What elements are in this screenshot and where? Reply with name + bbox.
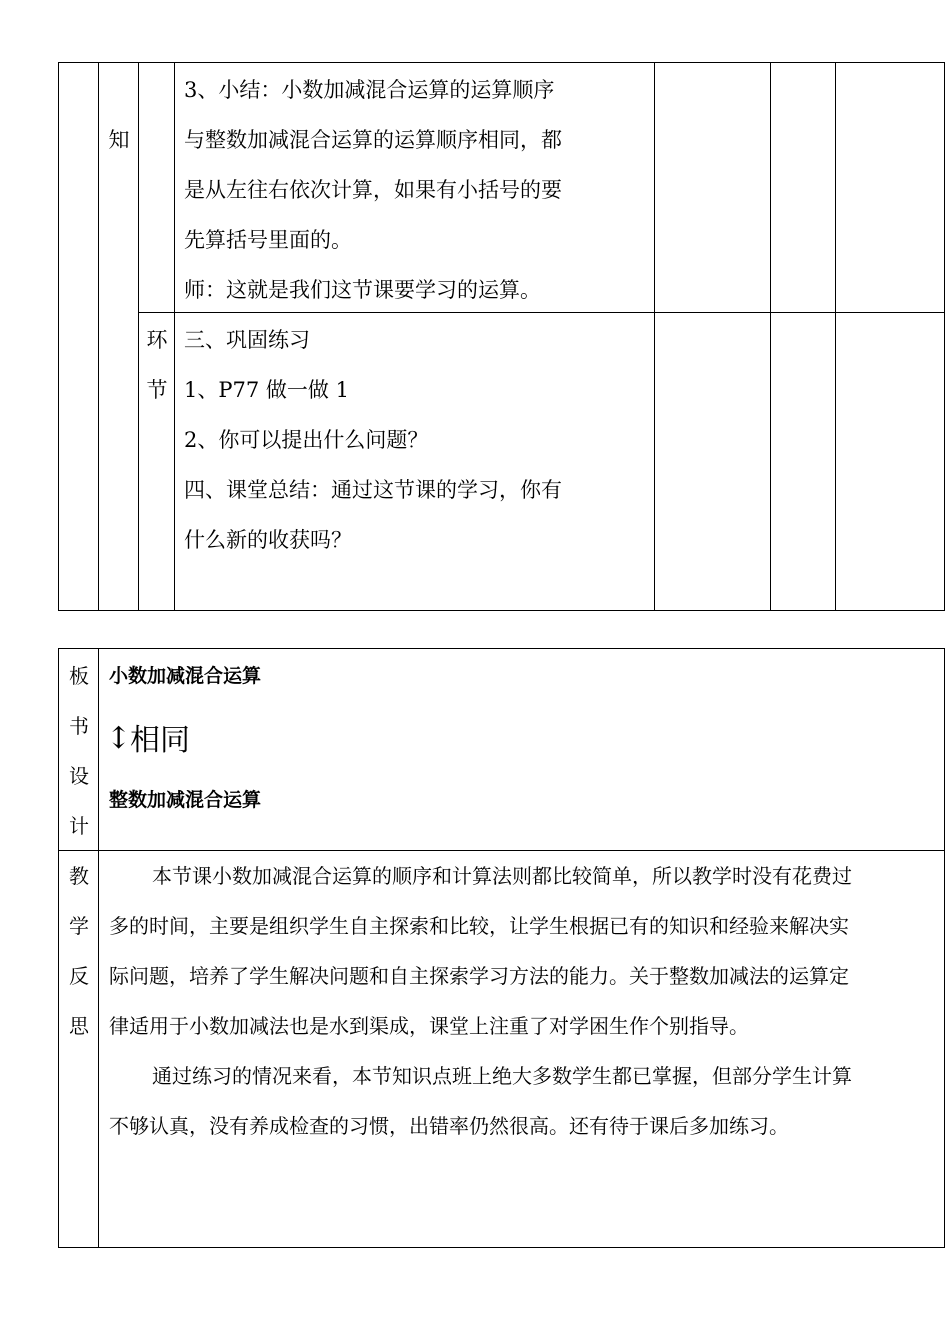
table1-col-line — [770, 62, 771, 611]
reflect-label-char: 学 — [69, 914, 89, 938]
table1-col-line — [654, 62, 655, 611]
table2-col-line — [98, 648, 99, 1248]
board-label-char: 书 — [69, 714, 89, 738]
table1-row2-line: 三、巩固练习 — [184, 328, 310, 352]
reflect-label-char: 思 — [69, 1014, 89, 1038]
table1-row1-line: 师：这就是我们这节课要学习的运算。 — [184, 278, 541, 302]
table1-col-line — [944, 62, 945, 611]
table1-row1-line: 3、小结：小数加减混合运算的运算顺序 — [184, 78, 555, 102]
reflect-line: 通过练习的情况来看，本节知识点班上绝大多数学生都已掌握，但部分学生计算 — [152, 1064, 852, 1088]
board-label-char: 计 — [69, 814, 89, 838]
board-arrow-icon: ↕ — [106, 721, 132, 756]
board-bottom-title: 整数加减混合运算 — [109, 789, 262, 811]
table2-row-divider — [58, 850, 945, 851]
table1-row-divider — [138, 312, 945, 313]
board-title: 小数加减混合运算 — [109, 665, 262, 687]
reflect-line: 多的时间，主要是组织学生自主探索和比较，让学生根据已有的知识和经验来解决实 — [109, 914, 849, 938]
table1-row2-line: 2、你可以提出什么问题？ — [184, 428, 429, 452]
table1-row1-line: 是从左往右依次计算，如果有小括号的要 — [184, 178, 562, 202]
table1-row2-line: 1、P77 做一做 1 — [184, 378, 349, 402]
table2-col-line — [944, 648, 945, 1248]
table1-col-line — [835, 62, 836, 611]
table1-row2-line: 什么新的收获吗？ — [184, 528, 352, 552]
table2-top-border — [58, 648, 945, 649]
table1-top-border — [58, 62, 945, 63]
table1-side-char: 节 — [146, 378, 168, 402]
table2-bottom-border — [58, 1247, 945, 1248]
reflect-line: 本节课小数加减混合运算的顺序和计算法则都比较简单，所以教学时没有花费过 — [152, 864, 852, 888]
reflect-line: 律适用于小数加减法也是水到渠成，课堂上注重了对学困生作个别指导。 — [109, 1014, 749, 1038]
table1-row2-line: 四、课堂总结：通过这节课的学习，你有 — [184, 478, 562, 502]
table2-col-line — [58, 648, 59, 1248]
table1-left-char: 知 — [108, 128, 130, 152]
table1-row1-line: 先算括号里面的。 — [184, 228, 352, 252]
reflect-line: 不够认真，没有养成检查的习惯，出错率仍然很高。还有待于课后多加练习。 — [109, 1114, 789, 1138]
reflect-line: 际问题，培养了学生解决问题和自主探索学习方法的能力。关于整数加减法的运算定 — [109, 964, 849, 988]
board-label-char: 板 — [69, 664, 89, 688]
board-label-char: 设 — [69, 764, 89, 788]
table1-row1-line: 与整数加减混合运算的运算顺序相同，都 — [184, 128, 562, 152]
board-same-text: 相同 — [130, 723, 190, 758]
table1-col-line — [58, 62, 59, 611]
table1-bottom-border — [58, 610, 945, 611]
reflect-label-char: 教 — [69, 864, 89, 888]
reflect-label-char: 反 — [69, 964, 89, 988]
table1-side-char: 环 — [146, 328, 168, 352]
